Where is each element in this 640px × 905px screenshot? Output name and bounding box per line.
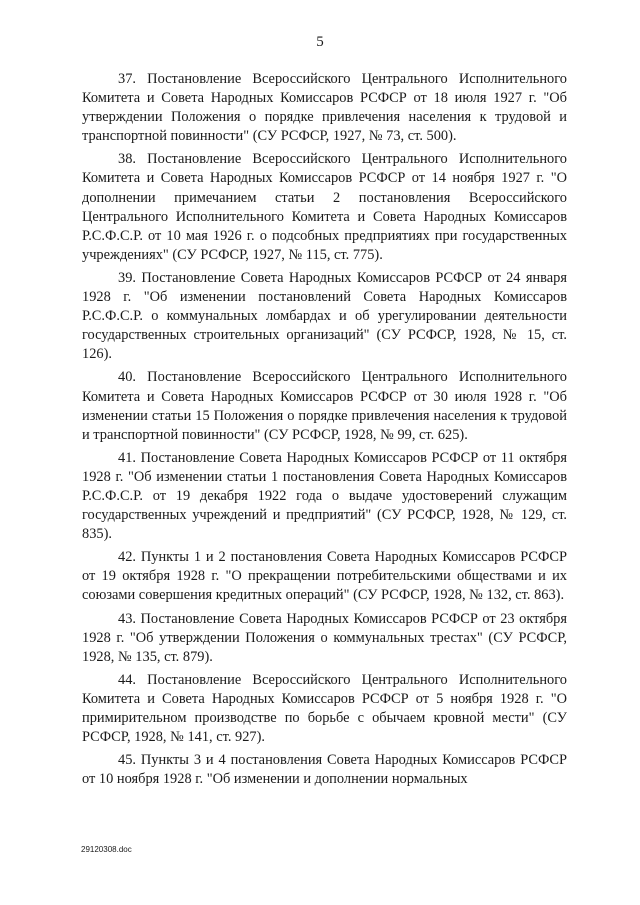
list-item-45: 45. Пункты 3 и 4 постановления Совета Народных Комиссаров РСФСР от 10 ноября 1928 г. "Об изменении и дополнении нормальных xyxy=(82,752,567,788)
list-item-38: 38. Постановление Всероссийского Центрального Исполнительного Комитета и Совета Народных Комиссаров РСФСР от 14 ноября 1927 г. "О дополнении примечанием статьи 2 постановления Всероссийского Центрального Исполнительного Комитета и Совета Народных Комиссаров Р.С.Ф.С.Р. от 10 мая 1926 г. о подсобных предприятиях при государственных учреждениях" (СУ РСФСР, 1927, № 115, ст. 775). xyxy=(82,151,567,263)
list-item-40: 40. Постановление Всероссийского Центрального Исполнительного Комитета и Совета Народных Комиссаров РСФСР от 30 июля 1928 г. "Об изменении статьи 15 Положения о порядке привлечения населения к трудовой и транспортной повинности" (СУ РСФСР, 1928, № 99, ст. 625). xyxy=(82,369,567,443)
list-item-37: 37. Постановление Всероссийского Центрального Исполнительного Комитета и Совета Народных Комиссаров РСФСР от 18 июля 1927 г. "Об утверждении Положения о порядке привлечения населения к трудовой и транспортной повинности" (СУ РСФСР, 1927, № 73, ст. 500). xyxy=(82,71,567,145)
document-body xyxy=(82,70,567,793)
list-item-42: 42. Пункты 1 и 2 постановления Совета Народных Комиссаров РСФСР от 19 октября 1928 г. "О прекращении потребительскими обществами и их союзами совершения кредитных операций" (СУ РСФСР, 1928, № 132, ст. 863). xyxy=(82,549,567,604)
list-item-43: 43. Постановление Совета Народных Комиссаров РСФСР от 23 октября 1928 г. "Об утверждении Положения о коммунальных трестах" (СУ РСФСР, 1928, № 135, ст. 879). xyxy=(82,610,567,665)
footer-filename: 29120308.doc xyxy=(81,845,132,854)
list-item-39: 39. Постановление Совета Народных Комиссаров РСФСР от 24 января 1928 г. "Об изменении постановлений Совета Народных Комиссаров Р.С.Ф.С.Р. о коммунальных ломбардах и об урегулировании деятельности государственных строительных организаций" (СУ РСФСР, 1928, № 15, ст. 126). xyxy=(82,269,567,363)
list-item-41: 41. Постановление Совета Народных Комиссаров РСФСР от 11 октября 1928 г. "Об изменении статьи 1 постановления Совета Народных Комиссаров Р.С.Ф.С.Р. от 19 декабря 1922 года о выдаче удостоверений служащим государственных учреждений и предприятий" (СУ РСФСР, 1928, № 129, ст. 835). xyxy=(82,449,567,543)
page-number: 5 xyxy=(316,34,324,50)
list-item-44: 44. Постановление Всероссийского Центрального Исполнительного Комитета и Совета Народных Комиссаров РСФСР от 5 ноября 1928 г. "О примирительном производстве по борьбе с обычаем кровной мести" (СУ РСФСР, 1928, № 141, ст. 927). xyxy=(82,671,567,746)
